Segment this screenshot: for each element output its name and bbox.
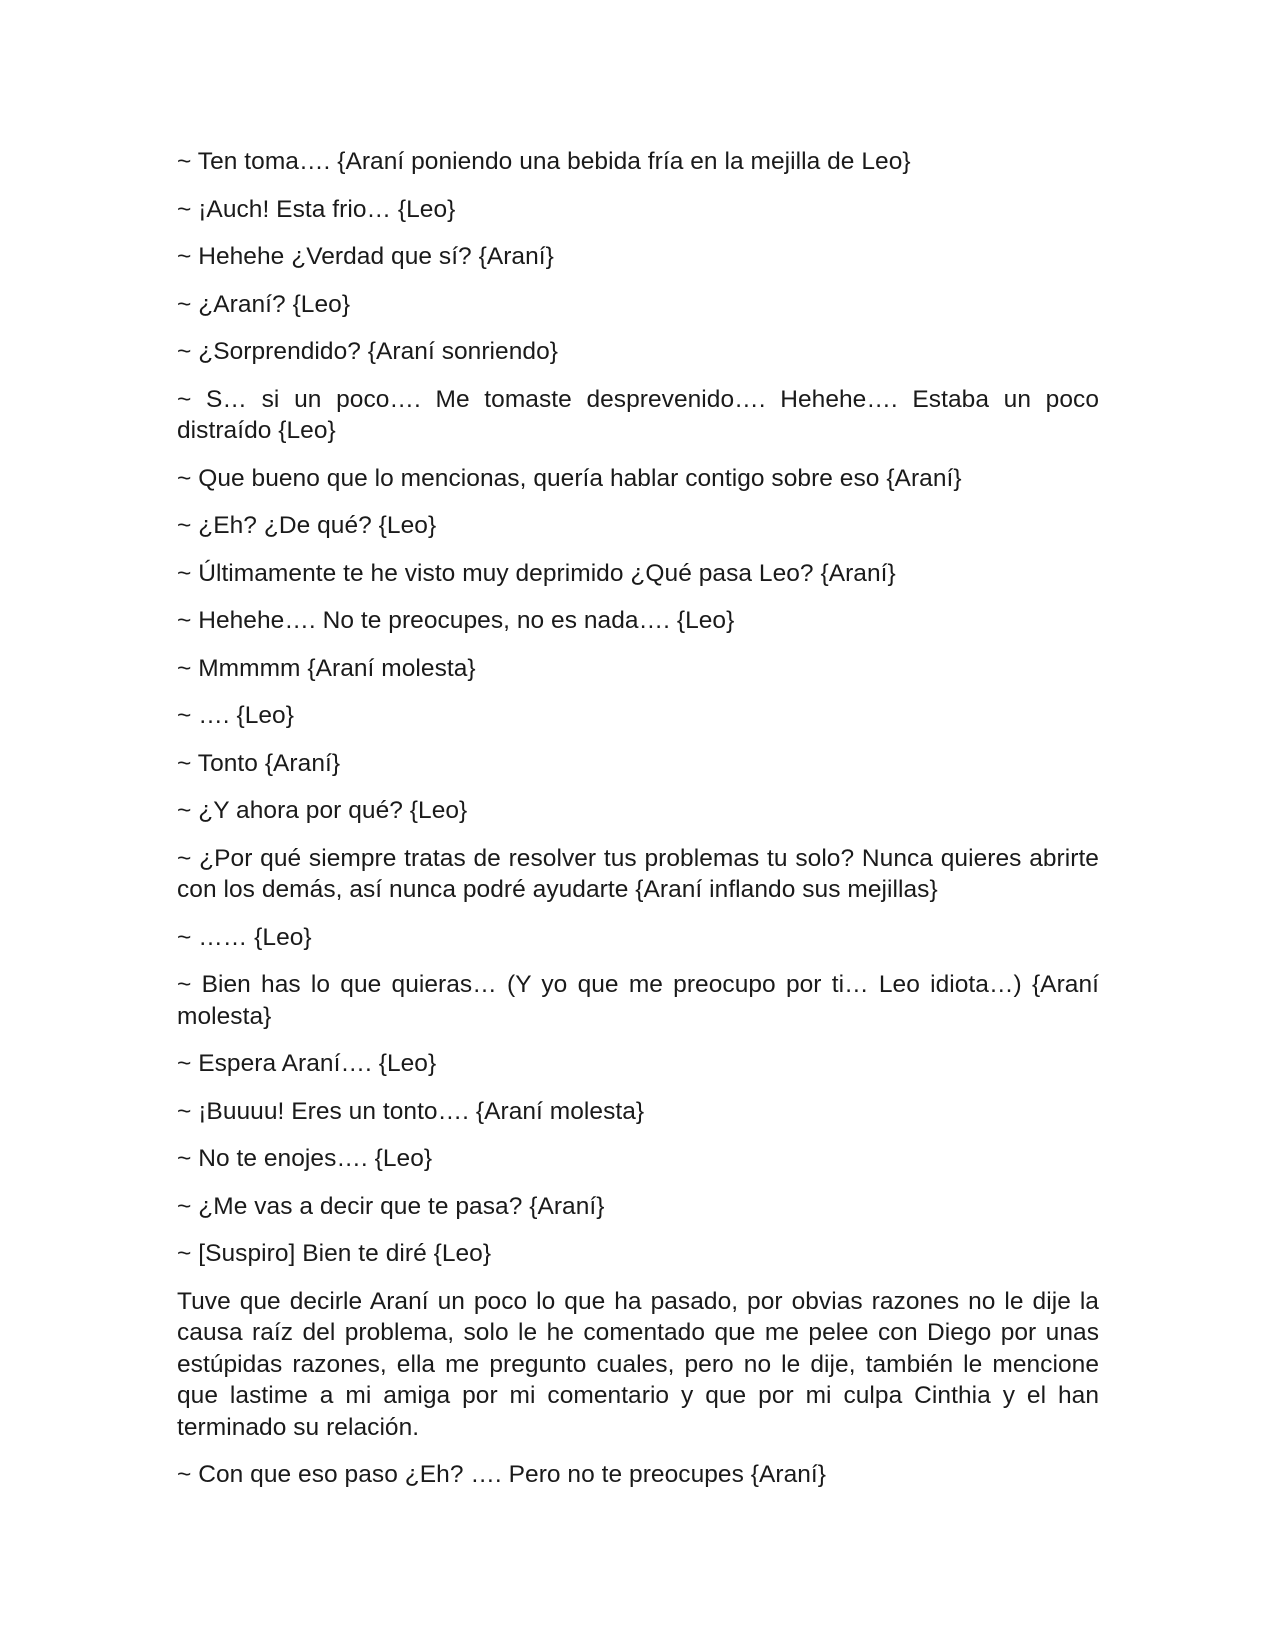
narrative-paragraph: Tuve que decirle Araní un poco lo que ha pasado, por obvias razones no le dije la causa raíz del problema, solo le he comentado que me pelee con Diego por unas estúpidas razones, ella me pregunto cuales, pero no le dije, también le mencione que lastime a mi amiga por mi comentario y que por mi culpa Cinthia y el han terminado su relación. bbox=[177, 1287, 1099, 1441]
dialogue-line: ~ ¿Me vas a decir que te pasa? {Araní} bbox=[177, 1192, 605, 1220]
dialogue-line: ~ Últimamente te he visto muy deprimido ¿Qué pasa Leo? {Araní} bbox=[177, 559, 896, 587]
dialogue-line: ~ Tonto {Araní} bbox=[177, 749, 341, 777]
dialogue-line: ~ [Suspiro] Bien te diré {Leo} bbox=[177, 1240, 492, 1267]
dialogue-line: ~ S… si un poco…. Me tomaste desprevenido…. Hehehe…. Estaba un poco distraído {Leo} bbox=[177, 385, 1099, 444]
dialogue-line: ~ ¿Eh? ¿De qué? {Leo} bbox=[177, 512, 437, 539]
dialogue-line: ~ …. {Leo} bbox=[177, 702, 294, 729]
dialogue-line: ~ Bien has lo que quieras… (Y yo que me preocupo por ti… Leo idiota…) {Araní molesta} bbox=[177, 971, 1099, 1030]
dialogue-line: ~ Con que eso paso ¿Eh? …. Pero no te preocupes {Araní} bbox=[177, 1461, 827, 1488]
dialogue-line: ~ Que bueno que lo mencionas, quería hablar contigo sobre eso {Araní} bbox=[177, 464, 962, 492]
dialogue-line: ~ ¿Y ahora por qué? {Leo} bbox=[177, 797, 468, 824]
dialogue-line: ~ Hehehe ¿Verdad que sí? {Araní} bbox=[177, 243, 554, 270]
dialogue-line: ~ ¿Sorprendido? {Araní sonriendo} bbox=[177, 338, 558, 365]
document-body bbox=[177, 146, 1099, 1507]
dialogue-line: ~ No te enojes…. {Leo} bbox=[177, 1145, 433, 1172]
dialogue-line: ~ ¿Por qué siempre tratas de resolver tus problemas tu solo? Nunca quieres abrirte con los demás, así nunca podré ayudarte {Araní inflando sus mejillas} bbox=[177, 844, 1099, 903]
dialogue-line: ~ Ten toma…. {Araní poniendo una bebida fría en la mejilla de Leo} bbox=[177, 148, 911, 175]
dialogue-line: ~ Mmmmm {Araní molesta} bbox=[177, 654, 476, 682]
dialogue-line: ~ ¡Auch! Esta frio… {Leo} bbox=[177, 195, 456, 223]
dialogue-line: ~ ¿Araní? {Leo} bbox=[177, 290, 351, 318]
dialogue-line: ~ ¡Buuuu! Eres un tonto…. {Araní molesta} bbox=[177, 1097, 645, 1125]
dialogue-line: ~ …… {Leo} bbox=[177, 923, 312, 951]
dialogue-line: ~ Espera Araní…. {Leo} bbox=[177, 1050, 437, 1077]
dialogue-line: ~ Hehehe…. No te preocupes, no es nada…. {Leo} bbox=[177, 607, 735, 634]
